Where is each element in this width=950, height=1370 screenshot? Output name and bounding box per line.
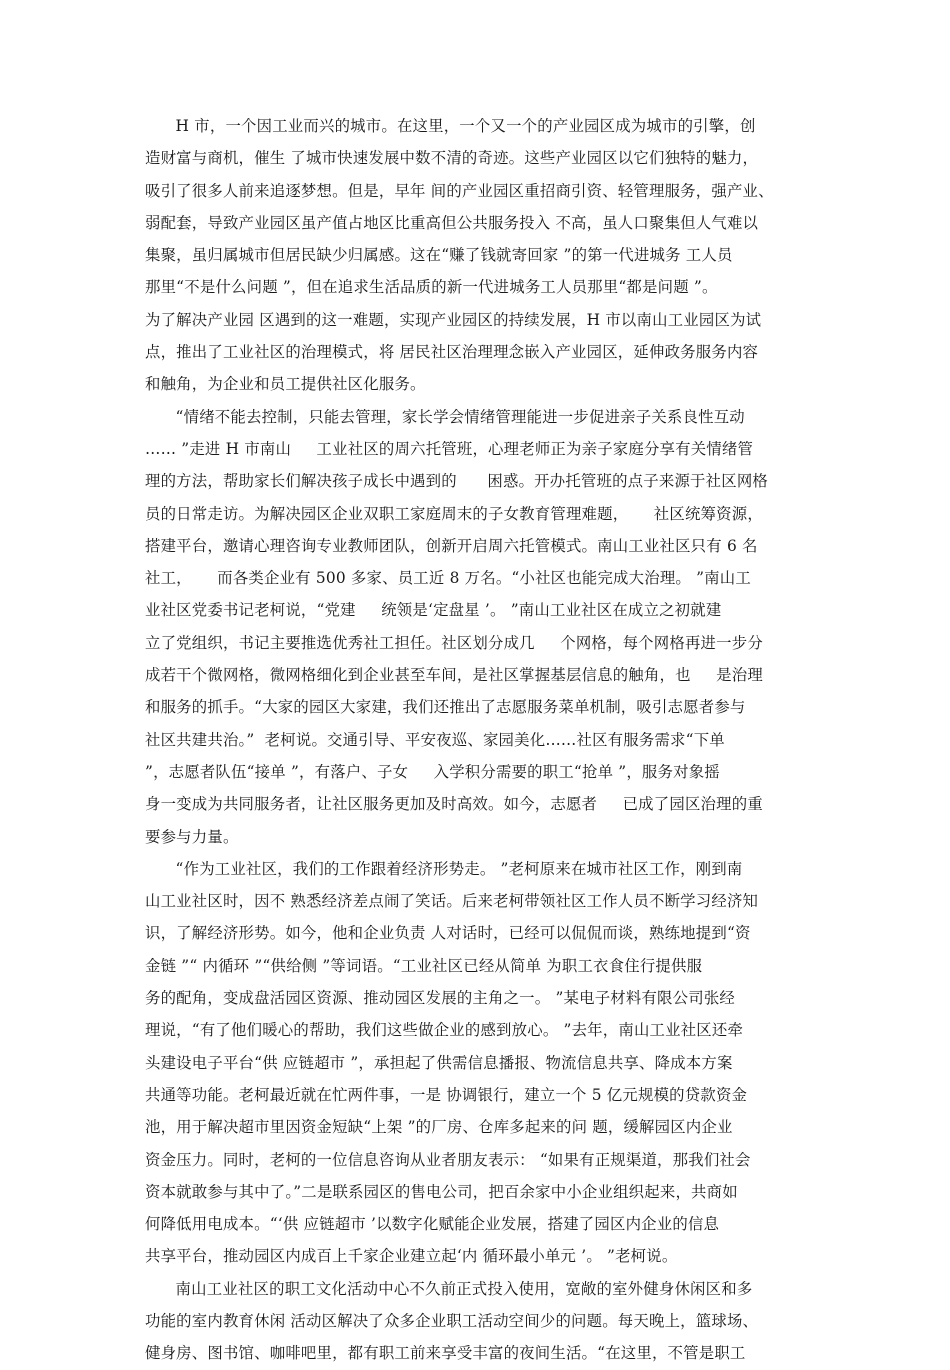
paragraph-1 <box>145 110 825 401</box>
text-line: 资本就敢参与其中了。”二是联系园区的售电公司，把百余家中小企业组织起来，共商如 <box>145 1182 738 1201</box>
text-line: H 市，一个因工业而兴的城市。在这里，一个又一个的产业园区成为城市的引擎，创 <box>145 117 756 135</box>
text-line: 那里“不是什么问题 ”，但在追求生活品质的新一代进城务工人员那里“都是问题 ”。 <box>145 278 718 297</box>
text-line: 资金压力。同时，老柯的一位信息咨询从业者朋友表示： “如果有正规渠道，那我们社会 <box>145 1150 751 1169</box>
text-line: 何降低用电成本。“‘供 应链超市 ’以数字化赋能企业发展，搭建了园区内企业的信息 <box>145 1215 720 1234</box>
paragraph-3 <box>145 853 825 1273</box>
text-line: 务的配角，变成盘活园区资源、推动园区发展的主角之一。 ”某电子材料有限公司张经 <box>145 989 736 1008</box>
text-line: 社区共建共治。” 老柯说。交通引导、平安夜巡、家园美化……社区有服务需求“下单 <box>145 730 725 749</box>
text-line: 社工， 而各类企业有 500 多家、员工近 8 万名。“小社区也能完成大治理。 ”南山工 <box>145 569 751 588</box>
text-line: 成若干个微网格，微网格细化到企业甚至车间，是社区掌握基层信息的触角，也 是治理 <box>145 666 763 685</box>
text-line: 金链 ”“ 内循环 ”“供给侧 ”等词语。“工业社区已经从简单 为职工衣食住行提供服 <box>145 956 703 975</box>
text-line: 健身房、图书馆、咖啡吧里，都有职工前来享受丰富的夜间生活。“在这里，不管是职工 <box>145 1344 746 1363</box>
text-line: 理说，“有了他们暖心的帮助，我们这些做企业的感到放心。 ”去年，南山工业社区还牵 <box>145 1021 744 1040</box>
text-line: 和服务的抓手。“大家的园区大家建，我们还推出了志愿服务菜单机制，吸引志愿者参与 <box>145 698 746 717</box>
document-page <box>145 110 825 1370</box>
text-line: 共享平台，推动园区内成百上千家企业建立起‘内 循环最小单元 ’。 ”老柯说。 <box>145 1247 678 1266</box>
text-line: 造财富与商机，催生 了城市快速发展中数不清的奇迹。这些产业园区以它们独特的魅力， <box>145 149 759 168</box>
text-line: 功能的室内教育休闲 活动区解决了众多企业职工活动空间少的问题。每天晚上，篮球场、 <box>145 1311 759 1330</box>
paragraph-2 <box>145 401 825 853</box>
text-line: 立了党组织，书记主要推选优秀社工担任。社区划分成几 个网格，每个网格再进一步分 <box>145 633 763 652</box>
paragraph-4 <box>145 1273 825 1370</box>
text-line: 弱配套，导致产业园区虽产值占地区比重高但公共服务投入 不高，虽人口聚集但人气难以 <box>145 213 759 232</box>
text-line: 理的方法，帮助家长们解决孩子成长中遇到的 困惑。开办托管班的点子来源于社区网格 <box>145 472 768 491</box>
text-line: 业社区党委书记老柯说，“党建 统领是‘定盘星 ’。 ”南山工业社区在成立之初就建 <box>145 601 722 620</box>
text-line: 池，用于解决超市里因资金短缺“上架 ”的厂房、仓库多起来的问 题，缓解园区内企业 <box>145 1118 733 1137</box>
text-line: 为了解决产业园 区遇到的这一难题，实现产业园区的持续发展，H 市以南山工业园区为试 <box>145 310 762 329</box>
text-line: 身一变成为共同服务者，让社区服务更加及时高效。如今，志愿者 已成了园区治理的重 <box>145 795 763 814</box>
text-line: 点，推出了工业社区的治理模式，将 居民社区治理理念嵌入产业园区，延伸政务服务内容 <box>145 343 759 362</box>
text-line: “情绪不能去控制，只能去管理，家长学会情绪管理能进一步促进亲子关系良性互动 <box>145 407 745 426</box>
text-line: 南山工业社区的职工文化活动中心不久前正式投入使用，宽敞的室外健身休闲区和多 <box>145 1279 753 1298</box>
text-line: 搭建平台，邀请心理咨询专业教师团队，创新开启周六托管模式。南山工业社区只有 6 名 <box>145 536 758 555</box>
text-line: “作为工业社区，我们的工作跟着经济形势走。 ”老柯原来在城市社区工作，刚到南 <box>145 859 743 878</box>
text-line: …… ”走进 H 市南山 工业社区的周六托管班，心理老师正为亲子家庭分享有关情绪管 <box>145 439 754 458</box>
text-line: ”，志愿者队伍“接单 ”，有落户、子女 入学积分需要的职工“抢单 ”，服务对象摇 <box>145 762 720 781</box>
text-line: 共通等功能。老柯最近就在忙两件事，一是 协调银行，建立一个 5 亿元规模的贷款资金 <box>145 1085 748 1104</box>
text-line: 山工业社区时，因不 熟悉经济差点闹了笑话。后来老柯带领社区工作人员不断学习经济知 <box>145 892 759 911</box>
text-line: 集聚，虽归属城市但居民缺少归属感。这在“赚了钱就寄回家 ”的第一代进城务 工人员 <box>145 246 733 265</box>
text-line: 员的日常走访。为解决园区企业双职工家庭周末的子女教育管理难题， 社区统筹资源， <box>145 504 763 523</box>
text-line: 识，了解经济形势。如今，他和企业负责 人对话时，已经可以侃侃而谈，熟练地提到“资 <box>145 924 751 943</box>
text-line: 吸引了很多人前来追逐梦想。但是，早年 间的产业园区重招商引资、轻管理服务，强产业、 <box>145 181 774 200</box>
text-line: 头建设电子平台“供 应链超市 ”，承担起了供需信息播报、物流信息共享、降成本方案 <box>145 1053 733 1072</box>
text-line: 和触角，为企业和员工提供社区化服务。 <box>145 375 426 394</box>
text-line: 要参与力量。 <box>145 827 239 846</box>
